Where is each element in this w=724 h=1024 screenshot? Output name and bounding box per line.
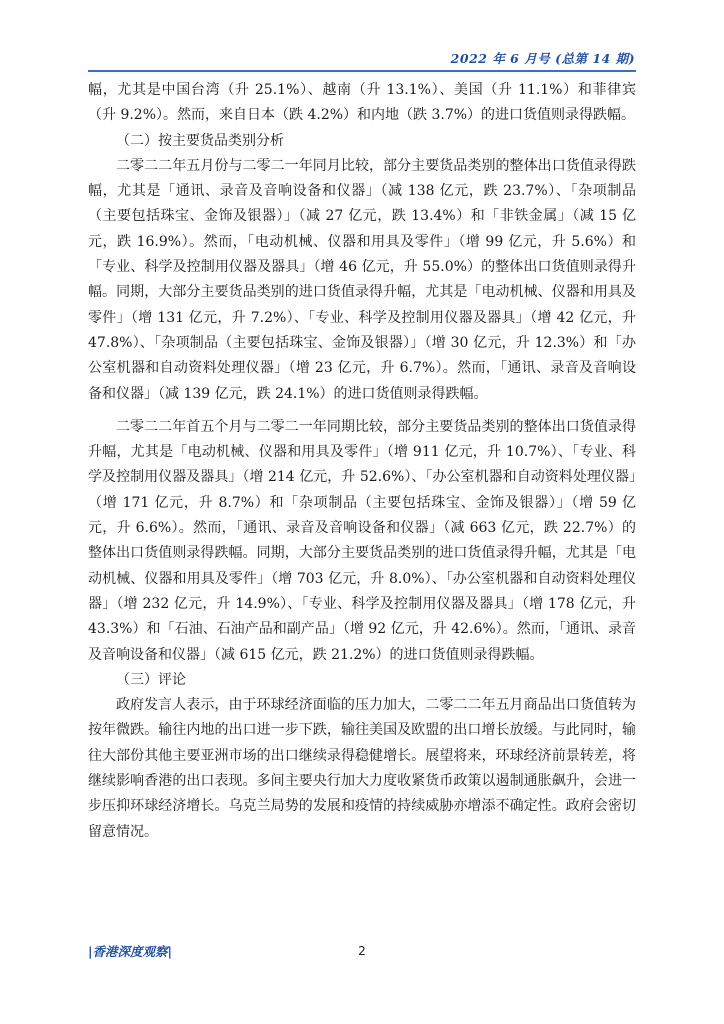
paragraph-may-comparison: 二零二二年五月份与二零二一年同月比较，部分主要货品类别的整体出口货值录得跌幅，尤其是「通讯、录音及音响设备和仪器」（减 138 亿元，跌 23.7%）、「杂项制品（主要包括珠宝、金饰及银器）」（减 27 亿元，跌 13.4%）和「非铁金属」（减 15 亿元，跌 16.9%）。然而，「电动机械、仪器和用具及零件」（增 99 亿元，升 5.6%）和「专业、科学及控制用仪器及器具」（增 46 亿元，升 55.0%）的整体出口货值则录得升幅。同期，大部分主要货品类别的进口货值录得升幅，尤其是「电动机械、仪器和用具及零件」（增 131 亿元，升 7.2%）、「专业、科学及控制用仪器及器具」（增 42 亿元，升 47.8%）、「杂项制品（主要包括珠宝、金饰及银器）」（增 30 亿元，升 12.3%）和「办公室机器和自动资料处理仪器」（增 23 亿元，升 6.7%）。然而，「通讯、录音及音响设备和仪器」（减 139 亿元，跌 24.1%）的进口货值则录得跌幅。	[88, 157, 636, 402]
paragraph-comment: 政府发言人表示，由于环球经济面临的压力加大，二零二二年五月商品出口货值转为按年微跌。输往内地的出口进一步下跌，输往美国及欧盟的出口增长放缓。与此同时，输往大部份其他主要亚洲市场的出口继续录得稳健增长。展望将来，环球经济前景转差，将继续影响香港的出口表现。多间主要央行加大力度收紧货币政策以遏制通胀飙升，会进一步压抑环球经济增长。乌克兰局势的发展和疫情的持续威胁亦增添不确定性。政府会密切留意情况。	[88, 697, 636, 840]
article-body	[88, 78, 636, 845]
page-number: 2	[358, 944, 366, 958]
footer-publication-tag: |香港深度观察|	[88, 944, 173, 959]
paragraph-intro: 幅，尤其是中国台湾（升 25.1%）、越南（升 13.1%）、美国（升 11.1%）和菲律宾（升 9.2%）。然而，来自日本（跌 4.2%）和内地（跌 3.7%）的进口货值则录得跌幅。	[88, 82, 636, 124]
header-divider	[88, 70, 636, 72]
section-heading-comment: （三）评论	[116, 671, 186, 688]
issue-header: 2022 年 6 月号 (总第 14 期)	[450, 51, 635, 66]
section-heading-commodity: （二）按主要货品类别分析	[116, 132, 284, 149]
paragraph-five-months-comparison: 二零二二年首五个月与二零二一年同期比较，部分主要货品类别的整体出口货值录得升幅，尤其是「电动机械、仪器和用具及零件」（增 911 亿元，升 10.7%）、「专业、科学及控制用仪器及器具」（增 214 亿元，升 52.6%）、「办公室机器和自动资料处理仪器」（增 171 亿元，升 8.7%）和「杂项制品（主要包括珠宝、金饰及银器）」（增 59 亿元，升 6.6%）。然而，「通讯、录音及音响设备和仪器」（减 663 亿元，跌 22.7%）的整体出口货值则录得跌幅。同期，大部分主要货品类别的进口货值录得升幅，尤其是「电动机械、仪器和用具及零件」（增 703 亿元，升 8.0%）、「办公室机器和自动资料处理仪器」（增 232 亿元，升 14.9%）、「专业、科学及控制用仪器及器具」（增 178 亿元，升 43.3%）和「石油、石油产品和副产品」（增 92 亿元，升 42.6%）。然而，「通讯、录音及音响设备和仪器」（减 615 亿元，跌 21.2%）的进口货值则录得跌幅。	[88, 418, 636, 663]
